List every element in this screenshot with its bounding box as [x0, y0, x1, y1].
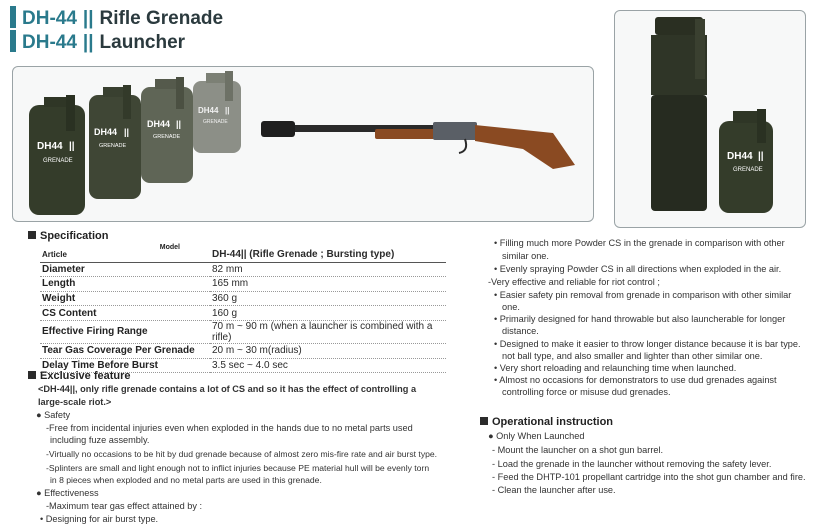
title-launcher [10, 30, 185, 54]
safety-point-1-cont: including fuze assembly. [50, 435, 150, 445]
specification-heading-text: Specification [40, 230, 109, 242]
safety-point-3: -Splinters are small and light enough not to inflict injuries because PE material hull will be evenly torn [46, 463, 430, 473]
spec-value: 360 g [210, 291, 446, 306]
square-bullet-icon [480, 417, 488, 425]
right-bullet-1-cont: similar one. [502, 251, 549, 261]
operational-step-3: - Feed the DHTP-101 propellant cartridge into the shot gun chamber and fire. [492, 472, 806, 482]
spec-value: 82 mm [210, 262, 446, 277]
effectiveness-point-2: • Designing for air burst type. [40, 514, 159, 524]
rifle-with-launcher [261, 121, 575, 169]
model-code: DH-44 [22, 8, 77, 29]
grenade-3-sub: GRENADE [153, 134, 181, 140]
spec-key: Weight [40, 291, 210, 306]
spec-row [40, 320, 446, 343]
right-bullet-4-cont: distance. [502, 326, 539, 336]
small-grenade-sub: GRENADE [733, 167, 763, 173]
spec-value: 20 m ~ 30 m(radius) [210, 343, 446, 358]
model-code: DH-44 [22, 32, 77, 53]
grenade-3 [141, 77, 193, 183]
model-separator: || [82, 8, 94, 29]
spec-header-cell [40, 244, 210, 262]
product-photo-launcher [614, 10, 806, 228]
spec-row [40, 306, 446, 321]
small-grenade-sep: || [758, 151, 764, 162]
spec-value: 165 mm [210, 277, 446, 292]
model-value: DH-44|| (Rifle Grenade ; Bursting type) [210, 248, 446, 262]
operational-step-4: - Clean the launcher after use. [492, 485, 616, 495]
grenade-3-label: DH44 [147, 119, 171, 129]
spec-value: 70 m ~ 90 m (when a launcher is combined with a rifle) [210, 320, 446, 343]
square-bullet-icon [28, 231, 36, 239]
grenade-2-sub: GRENADE [99, 143, 127, 149]
launcher-tube [651, 17, 707, 211]
right-bullet-3: • Easier safety pin removal from grenade in comparison with other similar [494, 290, 792, 300]
grenade-4-sep: || [225, 106, 230, 115]
spec-key: CS Content [40, 306, 210, 321]
grenade-4-label: DH44 [198, 106, 219, 115]
spec-value: 3.5 sec ~ 4.0 sec [210, 358, 446, 373]
spec-key: Tear Gas Coverage Per Grenade [40, 343, 210, 358]
title-line2: Launcher [99, 32, 186, 53]
operational-heading [480, 416, 613, 428]
right-bullet-3-cont: one. [502, 302, 520, 312]
operational-step-1: - Mount the launcher on a shot gun barrel. [492, 445, 664, 455]
safety-point-2: -Virtually no occasions to be hit by dud grenade because of almost zero mis-fire rate and air burst type. [46, 449, 438, 459]
title-rifle-grenade [10, 6, 223, 30]
launcher-illustration [615, 11, 805, 227]
grenade-1 [29, 95, 85, 215]
specification-table [40, 244, 446, 373]
right-bullet-4: • Primarily designed for hand throwable but also launcherable for longer [494, 314, 786, 324]
right-bullet-7-cont: controlling force or misuse dud grenades. [502, 387, 671, 397]
grenade-1-label: DH44 [37, 141, 63, 152]
title-accent-bar [10, 6, 16, 28]
safety-item: ● Safety [36, 410, 71, 420]
small-grenade-label: DH44 [727, 151, 753, 162]
spec-key: Length [40, 277, 210, 292]
spec-header-row [40, 248, 446, 262]
product-photo-grenades-rifle [12, 66, 594, 222]
article-label: Article [42, 250, 67, 260]
title-accent-bar [10, 30, 16, 52]
effectiveness-point-1: -Maximum tear gas effect attained by : [46, 501, 203, 511]
exclusive-feature-heading [28, 370, 131, 382]
exclusive-feature-heading-text: Exclusive feature [40, 370, 131, 382]
grenade-4-sub: GRENADE [203, 119, 228, 125]
right-bullet-2: • Evenly spraying Powder CS in all directions when exploded in the air. [494, 264, 782, 274]
right-bullet-6: • Very short reloading and relaunching time when launched. [494, 363, 737, 373]
grenade-1-sep: || [69, 141, 75, 152]
safety-label: Safety [44, 410, 71, 420]
operational-heading-text: Operational instruction [492, 416, 614, 428]
exclusive-intro-line2: large-scale riot.> [38, 397, 112, 407]
spec-row [40, 277, 446, 292]
only-when-launched-label: Only When Launched [496, 431, 585, 441]
grenade-2 [89, 85, 141, 199]
square-bullet-icon [28, 371, 36, 379]
operational-step-2: - Load the grenade in the launcher without removing the safety lever. [492, 459, 772, 469]
spec-row [40, 262, 446, 277]
spec-key: Effective Firing Range [40, 320, 210, 343]
model-label: Model [159, 244, 180, 251]
right-bullet-5: • Designed to make it easier to throw longer distance because it is bar type. [494, 339, 801, 349]
spec-value: 160 g [210, 306, 446, 321]
grenade-2-sep: || [124, 127, 130, 137]
safety-point-3-cont: in 8 pieces when exploded and no metal parts are used in this grenade. [50, 475, 322, 485]
grenade-3-sep: || [176, 119, 182, 129]
specification-heading [28, 230, 108, 242]
spec-row [40, 343, 446, 358]
grenade-2-label: DH44 [94, 127, 118, 137]
right-bullet-5-cont: not ball type, and also smaller and lighter than other similar one. [502, 351, 763, 361]
right-bullet-1: • Filling much more Powder CS in the grenade in comparison with other [494, 238, 785, 248]
exclusive-intro-line1: <DH-44||, only rifle grenade contains a lot of CS and so it has the effect of controlling a [38, 384, 417, 394]
grenade-1-sub: GRENADE [43, 158, 73, 164]
spec-key: Delay Time Before Burst [40, 358, 210, 373]
spec-key: Diameter [40, 262, 210, 277]
grenades-rifle-illustration [13, 67, 593, 221]
spec-row [40, 291, 446, 306]
right-bullet-7: • Almost no occasions for demonstrators to use dud grenades against [494, 375, 777, 385]
safety-point-1: -Free from incidental injuries even when exploded in the hands due to no metal parts used [46, 423, 413, 433]
only-when-launched-item: ● Only When Launched [488, 431, 585, 441]
effectiveness-label: Effectiveness [44, 488, 99, 498]
very-effective-line: -Very effective and reliable for riot control ; [488, 277, 660, 287]
effectiveness-item: ● Effectiveness [36, 488, 99, 498]
model-separator: || [82, 32, 94, 53]
title-line1: Rifle Grenade [99, 8, 224, 29]
